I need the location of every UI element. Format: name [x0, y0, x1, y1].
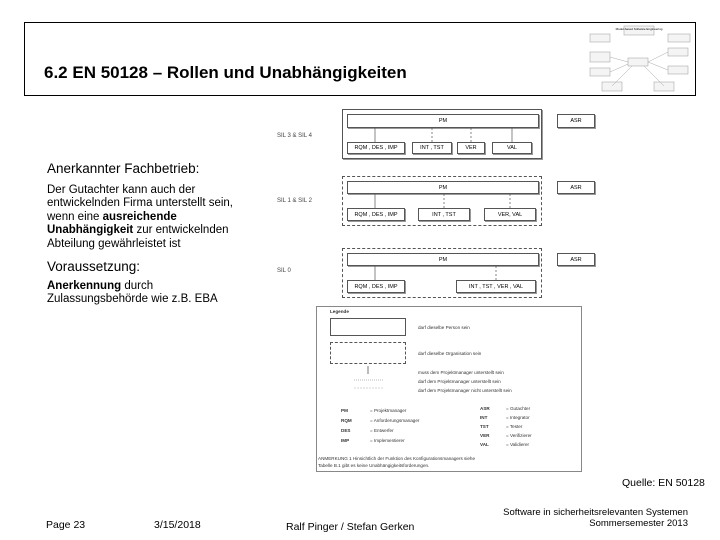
abbr-asr: ASR — [480, 406, 490, 411]
sil0-rqm-box: RQM , DES , IMP — [347, 280, 405, 293]
legend-line-samples — [350, 366, 390, 392]
legend-same-org: darf dieselbe Organisation sein — [418, 351, 482, 356]
legend-solid-frame — [330, 318, 406, 336]
paragraph-gutachter — [47, 184, 233, 251]
para1-line4: Unabhängigkeit zur entwickelnden — [47, 224, 229, 237]
footer-date: 3/15/2018 — [154, 519, 201, 531]
sil12-asr-box: ASR — [557, 181, 595, 194]
sil34-ver-box: VER — [457, 142, 485, 154]
sil0-pm-box: PM — [347, 253, 539, 266]
footer-authors: Ralf Pinger / Stefan Gerken — [286, 521, 415, 533]
para1-line2: entwickelnden Firma unterstellt sein, — [47, 197, 233, 210]
sil34-connectors — [340, 126, 600, 146]
para1-line5: Abteilung gewährleistet ist — [47, 237, 181, 250]
sil0-asr-box: ASR — [557, 253, 595, 266]
footer-course: Software in sicherheitsrelevanten Systemen Sommersemester 2013 — [503, 507, 688, 529]
heading-voraussetzung: Voraussetzung: — [47, 259, 141, 274]
abbr-val-value: = Validierer — [506, 442, 530, 447]
slide-title: 6.2 EN 50128 – Rollen und Unabhängigkeiten — [44, 63, 407, 82]
legend-same-person: darf dieselbe Person sein — [418, 325, 470, 330]
footer-page: Page 23 — [46, 519, 86, 531]
abbr-pm: PM — [341, 408, 348, 413]
legend-line3: darf dem Projektmanager nicht unterstellt sein — [418, 388, 512, 393]
abbr-ver: VER — [480, 433, 490, 438]
sil34-pm-box: PM — [347, 114, 539, 128]
abbr-ver-value: = Verifizierer — [506, 433, 532, 438]
sil0-int-tst-ver-val-box: INT , TST , VER , VAL — [456, 280, 536, 293]
para1-line1: Der Gutachter kann auch der — [47, 184, 196, 196]
sil12-pm-box: PM — [347, 181, 539, 194]
abbr-des: DES — [341, 428, 351, 433]
abbr-rqm-value: = Anforderungsmanager — [370, 418, 420, 423]
paragraph-anerkennung: Anerkennung durch Zulassungsbehörde wie z.B. EBA — [47, 280, 218, 306]
legend-line1: muss dem Projektmanager unterstellt sein — [418, 370, 504, 375]
abbr-asr-value: = Gutachter — [506, 406, 531, 411]
legend-note-line2: Tabelle B.1 gibt es keine Unabhängigkeitsforderungen. — [318, 463, 430, 468]
heading-anerkannter-fachbetrieb: Anerkannter Fachbetrieb: — [47, 161, 200, 176]
mini-diagram-center-label: Model-based Software Engineering — [615, 27, 663, 31]
sil34-asr-box: ASR — [557, 114, 595, 128]
abbr-imp-value: = Implementierer — [370, 438, 405, 443]
sil12-rqm-box: RQM , DES , IMP — [347, 208, 405, 221]
source-citation: Quelle: EN 50128 — [622, 477, 705, 489]
sil34-int-tst-box: INT , TST — [412, 142, 452, 154]
abbr-imp: IMP — [341, 438, 350, 443]
abbr-tst-value: = Tester — [506, 424, 523, 429]
legend-line2: darf dem Projektmanager unterstellt sein — [418, 379, 501, 384]
process-mini-diagram — [588, 24, 692, 94]
sil12-int-tst-box: INT , TST — [418, 208, 470, 221]
abbr-tst: TST — [480, 424, 489, 429]
sil0-label: SIL 0 — [277, 268, 291, 274]
legend-note-line1: ANMERKUNG 1 Hinsichtlich der Funktion des Konfigurationsmanagers siehe — [318, 456, 476, 461]
sil34-label: SIL 3 & SIL 4 — [277, 133, 312, 139]
sil34-val-box: VAL — [492, 142, 532, 154]
legend-title: Legende — [330, 309, 349, 314]
abbr-rqm: RQM — [341, 418, 352, 423]
abbr-int-value: = Integrator — [506, 415, 530, 420]
legend-dashed-frame — [330, 342, 406, 364]
sil12-connectors — [340, 193, 600, 211]
sil12-ver-val-box: VER, VAL — [484, 208, 536, 221]
abbr-des-value: = Entwerfer — [370, 428, 394, 433]
abbr-int: INT — [480, 415, 488, 420]
sil34-rqm-box: RQM , DES , IMP — [347, 142, 405, 154]
abbr-val: VAL — [480, 442, 489, 447]
sil12-label: SIL 1 & SIL 2 — [277, 198, 312, 204]
abbr-pm-value: = Projektmanager — [370, 408, 407, 413]
para1-line3: wenn eine ausreichende — [47, 210, 177, 223]
sil0-connectors — [340, 265, 600, 283]
